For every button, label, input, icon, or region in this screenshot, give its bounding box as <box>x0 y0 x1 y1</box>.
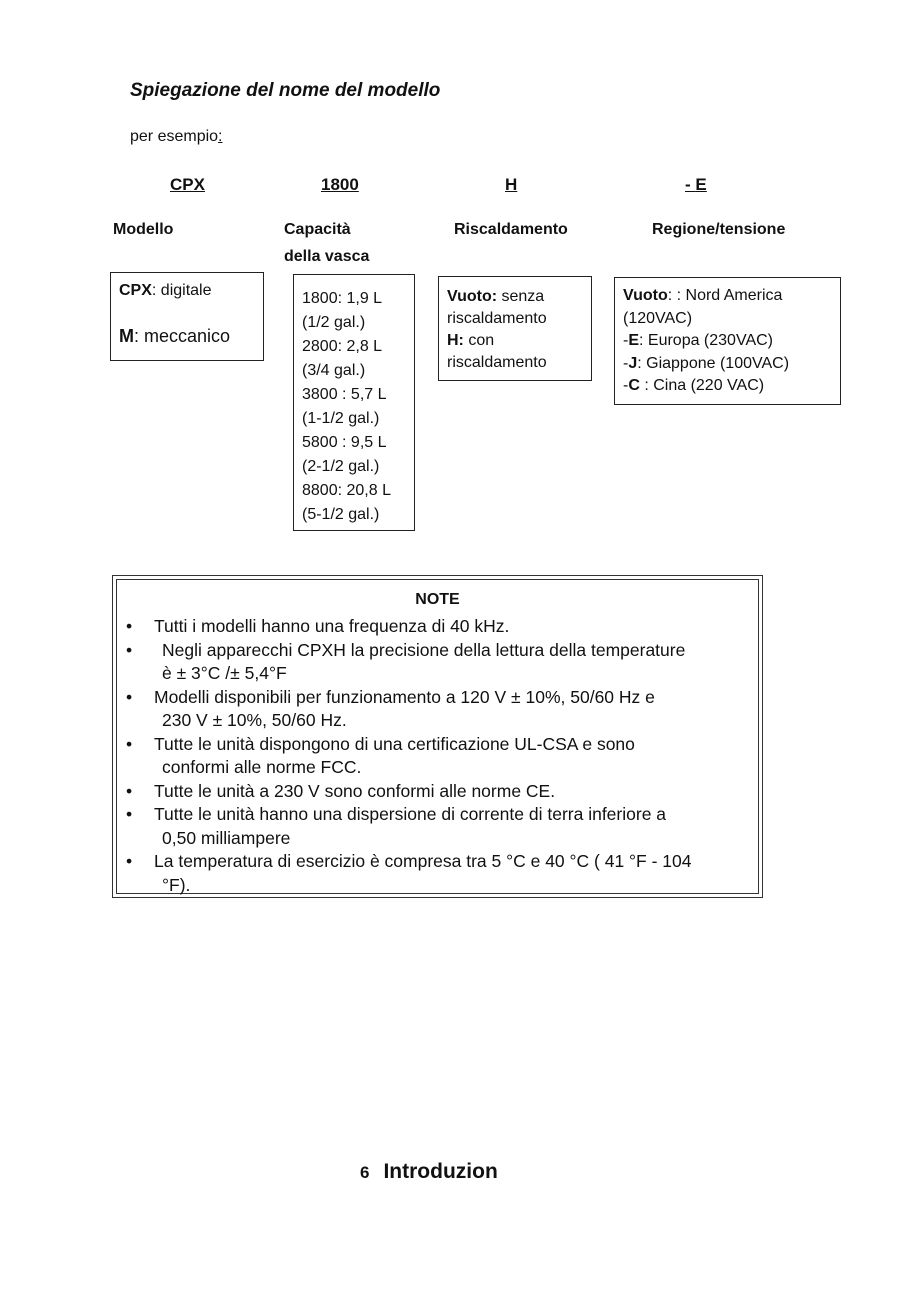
note-item-text: Tutte le unità a 230 V sono conformi alle norme CE. <box>154 780 556 801</box>
note-item-continuation: 0,50 milliampere <box>162 827 291 848</box>
region-e-pre: - <box>623 332 629 349</box>
bullet-icon: • <box>126 733 133 754</box>
capacity-line: 8800: 20,8 L <box>302 482 391 499</box>
note-item <box>126 639 754 686</box>
model-box <box>110 272 264 361</box>
capacity-line: 5800 : 9,5 L <box>302 434 387 451</box>
header-capacity-line2: della vasca <box>284 248 370 265</box>
note-item-continuation: °F). <box>162 874 191 895</box>
note-box <box>112 575 763 898</box>
heating-h-key: H: <box>447 332 464 349</box>
code-capacity: 1800 <box>321 175 359 194</box>
region-j-pre: - <box>623 354 629 372</box>
model-m-key: M <box>119 326 134 346</box>
note-item <box>126 803 754 850</box>
capacity-line: 1800: 1,9 L <box>302 290 383 307</box>
heating-empty-key: Vuoto: <box>447 288 498 305</box>
note-list <box>126 615 754 897</box>
note-item-text: Tutte le unità hanno una dispersione di corrente di terra inferiore a <box>154 804 667 824</box>
capacity-line: 3800 : 5,7 L <box>302 386 387 403</box>
note-item-text: La temperatura di esercizio è compresa tra 5 °C e 40 °C ( 41 °F - 104 <box>154 851 692 871</box>
code-region-dash: - <box>685 175 696 194</box>
model-cpx-key: CPX <box>119 282 152 299</box>
region-e-val: : Europa (230VAC) <box>639 332 773 349</box>
region-c-pre: - <box>623 377 629 394</box>
region-j-key: J <box>628 354 638 372</box>
model-m-val: : meccanico <box>134 326 231 346</box>
note-item <box>126 615 754 639</box>
region-box <box>614 277 841 405</box>
bullet-icon: • <box>126 686 133 707</box>
region-empty-val1: : : Nord America <box>667 287 783 304</box>
note-item-text: Tutti i modelli hanno una frequenza di 40 kHz. <box>154 616 510 636</box>
header-capacity <box>284 216 369 270</box>
heating-h-val1: con <box>463 332 495 349</box>
capacity-line: 2800: 2,8 L <box>302 338 383 355</box>
heating-empty-val2: riscaldamento <box>447 310 547 327</box>
section-title: Spiegazione del nome del modello <box>130 80 441 101</box>
capacity-line: (2-1/2 gal.) <box>302 458 380 475</box>
example-label <box>130 128 223 146</box>
heating-empty-val1: senza <box>497 288 545 305</box>
note-item <box>126 850 754 897</box>
page-footer <box>360 1160 498 1184</box>
heating-box <box>438 276 592 381</box>
note-item-continuation: è ± 3°C /± 5,4°F <box>162 663 287 683</box>
note-box-inner <box>116 579 759 894</box>
note-item <box>126 733 754 780</box>
region-empty-val2: (120VAC) <box>623 309 693 327</box>
note-item-continuation: 230 V ± 10%, 50/60 Hz. <box>162 710 347 730</box>
region-empty-key: Vuoto <box>623 287 668 304</box>
capacity-line: (1/2 gal.) <box>302 314 366 331</box>
note-heading: NOTE <box>415 591 460 608</box>
code-region <box>685 175 707 195</box>
bullet-icon: • <box>126 804 133 824</box>
bullet-icon: • <box>126 780 133 801</box>
header-region: Regione/tensione <box>652 221 786 238</box>
region-e-key: E <box>628 332 639 349</box>
page-number: 6 <box>360 1163 370 1182</box>
model-cpx-val: : digitale <box>151 282 212 299</box>
note-item-text: Modelli disponibili per funzionamento a 120 V ± 10%, 50/60 Hz e <box>154 686 655 707</box>
region-c-key: C <box>628 377 640 394</box>
note-item <box>126 780 754 804</box>
header-heating: Riscaldamento <box>454 221 568 238</box>
code-region-letter: E <box>695 175 707 194</box>
region-c-val: : Cina (220 VAC) <box>639 377 765 394</box>
region-j-val: : Giappone (100VAC) <box>637 354 790 372</box>
note-item-text: Tutte le unità dispongono di una certificazione UL-CSA e sono <box>154 733 635 754</box>
bullet-icon: • <box>126 639 133 660</box>
code-heating: H <box>505 175 518 194</box>
bullet-icon: • <box>126 851 133 871</box>
capacity-line: (1-1/2 gal.) <box>302 410 380 427</box>
note-item-text: Negli apparecchi CPXH la precisione della lettura della temperature <box>162 639 686 660</box>
note-item <box>126 686 754 733</box>
capacity-box <box>293 274 415 531</box>
heating-h-val2: riscaldamento <box>447 354 547 371</box>
code-model: CPX <box>170 175 205 194</box>
header-capacity-line1: Capacità <box>284 221 351 238</box>
capacity-line: (3/4 gal.) <box>302 362 366 379</box>
page-footer-title: Introduzion <box>383 1160 498 1183</box>
example-text: per esempio <box>130 128 219 145</box>
example-colon: : <box>218 128 223 145</box>
capacity-line: (5-1/2 gal.) <box>302 506 380 523</box>
bullet-icon: • <box>126 616 133 636</box>
header-model: Modello <box>113 221 174 238</box>
note-item-continuation: conformi alle norme FCC. <box>162 757 362 777</box>
